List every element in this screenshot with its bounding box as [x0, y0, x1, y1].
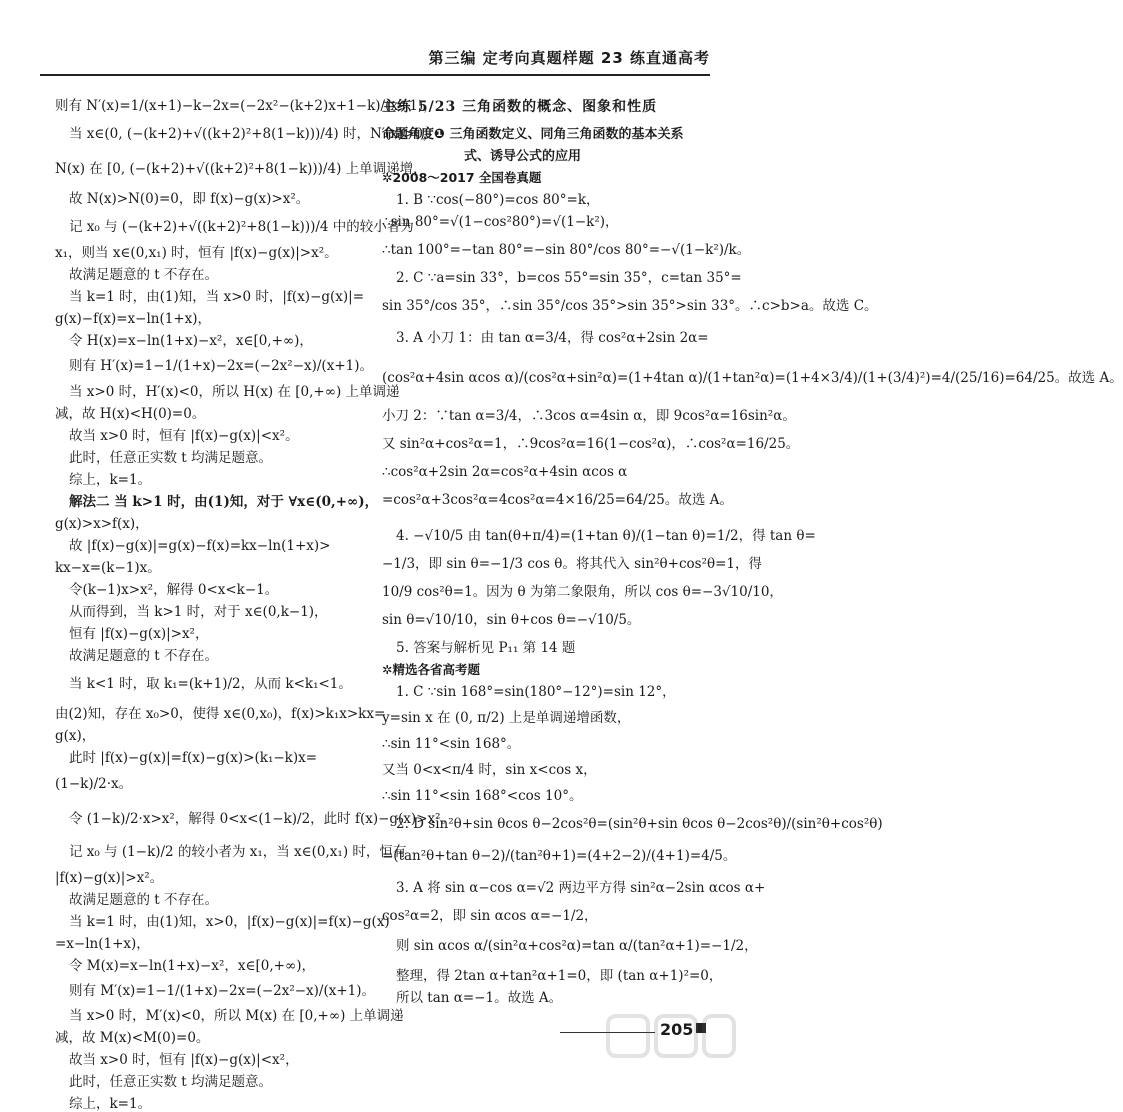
- text-line: ∴tan 100°=−tan 80°=−sin 80°/cos 80°=−√(1−k²)/k。: [382, 242, 751, 258]
- text-line: g(x)−f(x)=x−ln(1+x)，: [55, 311, 212, 327]
- text-line: −1/3，即 sin θ=−1/3 cos θ。将其代入 sin²θ+cos²θ=1，得: [382, 556, 763, 572]
- text-line: 故满足题意的 t 不存在。: [69, 892, 219, 908]
- text-line: 则有 M′(x)=1−1/(1+x)−2x=(−2x²−x)/(x+1)。: [69, 983, 376, 999]
- text-line: 又当 0<x<π/4 时，sin x<cos x，: [382, 762, 597, 778]
- text-line: 则有 N′(x)=1/(x+1)−k−2x=(−2x²−(k+2)x+1−k)/(x+1)，: [55, 98, 437, 114]
- text-line: 2. C ∵a=sin 33°，b=cos 55°=sin 35°，c=tan 35°=: [396, 270, 742, 286]
- text-line: =x−ln(1+x)，: [55, 936, 150, 952]
- subsection-heading: ✲精选各省高考题: [382, 662, 480, 677]
- text-line: (1−k)/2·x。: [55, 776, 133, 792]
- text-line: 减，故 M(x)<M(0)=0。: [55, 1030, 210, 1046]
- text-line: 3. A 小刀 1：由 tan α=3/4，得 cos²α+2sin 2α=: [396, 330, 709, 346]
- text-line: 则有 H′(x)=1−1/(1+x)−2x=(−2x²−x)/(x+1)。: [69, 358, 373, 374]
- text-line: 综上，k=1。: [69, 472, 152, 488]
- text-line: sin 35°/cos 35°，∴sin 35°/cos 35°>sin 35°>sin 33°。∴c>b>a。故选 C。: [382, 298, 878, 314]
- text-line: ∴sin 11°<sin 168°。: [382, 736, 521, 752]
- text-line: 记 x₀ 与 (1−k)/2 的较小者为 x₁，当 x∈(0,x₁) 时，恒有: [69, 844, 407, 860]
- watermark-logo-icon: [600, 1010, 740, 1070]
- text-line: 故 |f(x)−g(x)|=g(x)−f(x)=kx−ln(1+x)>: [69, 538, 331, 554]
- text-line: 故当 x>0 时，恒有 |f(x)−g(x)|<x²。: [69, 428, 299, 444]
- text-line: 此时 |f(x)−g(x)|=f(x)−g(x)>(k₁−k)x=: [69, 750, 318, 766]
- text-line: ∴sin 11°<sin 168°<cos 10°。: [382, 788, 583, 804]
- text-line: 5. 答案与解析见 P₁₁ 第 14 题: [396, 640, 576, 656]
- text-line: 综上，k=1。: [69, 1096, 152, 1112]
- text-line: 故 N(x)>N(0)=0，即 f(x)−g(x)>x²。: [69, 191, 310, 207]
- text-line: 令 M(x)=x−ln(1+x)−x²，x∈[0,+∞)，: [69, 958, 315, 974]
- text-line: x₁，则当 x∈(0,x₁) 时，恒有 |f(x)−g(x)|>x²。: [55, 245, 338, 261]
- text-line: g(x)>x>f(x)，: [55, 516, 149, 532]
- text-line: =(tan²θ+tan θ−2)/(tan²θ+1)=(4+2−2)/(4+1)=4/5。: [382, 848, 737, 864]
- text-line: ∴sin 80°=√(1−cos²80°)=√(1−k²)，: [382, 214, 619, 230]
- text-line: 1. B ∵cos(−80°)=cos 80°=k，: [396, 192, 600, 208]
- section-title: 主练 5/23 三角函数的概念、图象和性质: [382, 99, 658, 115]
- text-line: 10/9 cos²θ=1。因为 θ 为第二象限角，所以 cos θ=−3√10/10，: [382, 584, 783, 600]
- text-line: 2. D sin²θ+sin θcos θ−2cos²θ=(sin²θ+sin θcos θ−2cos²θ)/(sin²θ+cos²θ): [396, 816, 883, 832]
- text-line: 当 k<1 时，取 k₁=(k+1)/2，从而 k<k₁<1。: [69, 676, 352, 692]
- text-line: N(x) 在 [0, (−(k+2)+√((k+2)²+8(1−k)))/4) 上单调递增，: [55, 161, 427, 177]
- text-line: cos²α=2，即 sin αcos α=−1/2，: [382, 908, 598, 924]
- text-line: |f(x)−g(x)|>x²。: [55, 870, 164, 886]
- running-header: [40, 44, 710, 76]
- text-line: 当 x∈(0, (−(k+2)+√((k+2)²+8(1−k)))/4) 时，N′(x)>0，: [69, 126, 437, 142]
- text-line: 恒有 |f(x)−g(x)|>x²，: [69, 626, 209, 642]
- text-line: 当 x>0 时，M′(x)<0，所以 M(x) 在 [0,+∞) 上单调递: [69, 1008, 404, 1024]
- text-line: 4. −√10/5 由 tan(θ+π/4)=(1+tan θ)/(1−tan θ)=1/2，得 tan θ=: [396, 528, 816, 544]
- text-line: y=sin x 在 (0, π/2) 上是单调递增函数，: [382, 710, 631, 726]
- text-line: 1. C ∵sin 168°=sin(180°−12°)=sin 12°，: [396, 684, 676, 700]
- text-line: kx−x=(k−1)x。: [55, 560, 161, 576]
- text-line: 故满足题意的 t 不存在。: [69, 648, 219, 664]
- text-line: 当 k=1 时，由(1)知，当 x>0 时，|f(x)−g(x)|=: [69, 289, 365, 305]
- text-line: ∴cos²α+2sin 2α=cos²α+4sin αcos α: [382, 464, 628, 480]
- page-number: 205: [660, 1020, 694, 1039]
- text-line: 故满足题意的 t 不存在。: [69, 267, 219, 283]
- text-line: 小刀 2：∵tan α=3/4，∴3cos α=4sin α，即 9cos²α=16sin²α。: [382, 408, 796, 424]
- text-line: 当 x>0 时，H′(x)<0，所以 H(x) 在 [0,+∞) 上单调递: [69, 384, 400, 400]
- text-line: sin θ=√10/10，sin θ+cos θ=−√10/5。: [382, 612, 641, 628]
- text-line: 故当 x>0 时，恒有 |f(x)−g(x)|<x²，: [69, 1052, 299, 1068]
- text-line: =cos²α+3cos²α=4cos²α=4×16/25=64/25。故选 A。: [382, 492, 733, 508]
- text-line: 解法二 当 k>1 时，由(1)知，对于 ∀x∈(0,+∞)，: [69, 494, 379, 510]
- text-line: 记 x₀ 与 (−(k+2)+√((k+2)²+8(1−k)))/4 中的较小者为: [69, 219, 414, 235]
- topic-heading: 命题角度❶ 三角函数定义、同角三角函数的基本关系: [382, 127, 684, 142]
- text-line: 整理，得 2tan α+tan²α+1=0，即 (tan α+1)²=0，: [396, 968, 723, 984]
- text-line: 则 sin αcos α/(sin²α+cos²α)=tan α/(tan²α+1)=−1/2，: [396, 938, 758, 954]
- text-line: 减，故 H(x)<H(0)=0。: [55, 406, 206, 422]
- text-line: 所以 tan α=−1。故选 A。: [396, 990, 563, 1006]
- text-line: 当 k=1 时，由(1)知，x>0，|f(x)−g(x)|=f(x)−g(x): [69, 914, 390, 930]
- text-line: 此时，任意正实数 t 均满足题意。: [69, 450, 273, 466]
- text-line: 由(2)知，存在 x₀>0，使得 x∈(0,x₀)，f(x)>k₁x>kx=: [55, 706, 386, 722]
- text-line: (cos²α+4sin αcos α)/(cos²α+sin²α)=(1+4tan α)/(1+tan²α)=(1+4×3/4)/(1+(3/4)²)=4/(25/16)=64/25。故选 A。: [382, 370, 1123, 386]
- text-line: g(x)，: [55, 728, 96, 744]
- topic-heading: 式、诱导公式的应用: [464, 149, 582, 164]
- text-line: 令 H(x)=x−ln(1+x)−x²，x∈[0,+∞)，: [69, 333, 313, 349]
- text-line: 3. A 将 sin α−cos α=√2 两边平方得 sin²α−2sin αcos α+: [396, 880, 766, 896]
- subsection-heading: ✲2008～2017 全国卷真题: [382, 170, 542, 185]
- text-line: 令 (1−k)/2·x>x²，解得 0<x<(1−k)/2，此时 f(x)−g(x)>x²。: [69, 811, 455, 827]
- text-line: 令(k−1)x>x²，解得 0<x<k−1。: [69, 582, 279, 598]
- text-line: 此时，任意正实数 t 均满足题意。: [69, 1074, 273, 1090]
- text-line: 从而得到，当 k>1 时，对于 x∈(0,k−1)，: [69, 604, 328, 620]
- text-line: 又 sin²α+cos²α=1，∴9cos²α=16(1−cos²α)，∴cos²α=16/25。: [382, 436, 800, 452]
- header-title: 第三编 定考向真题样题 23 练直通高考: [428, 49, 710, 67]
